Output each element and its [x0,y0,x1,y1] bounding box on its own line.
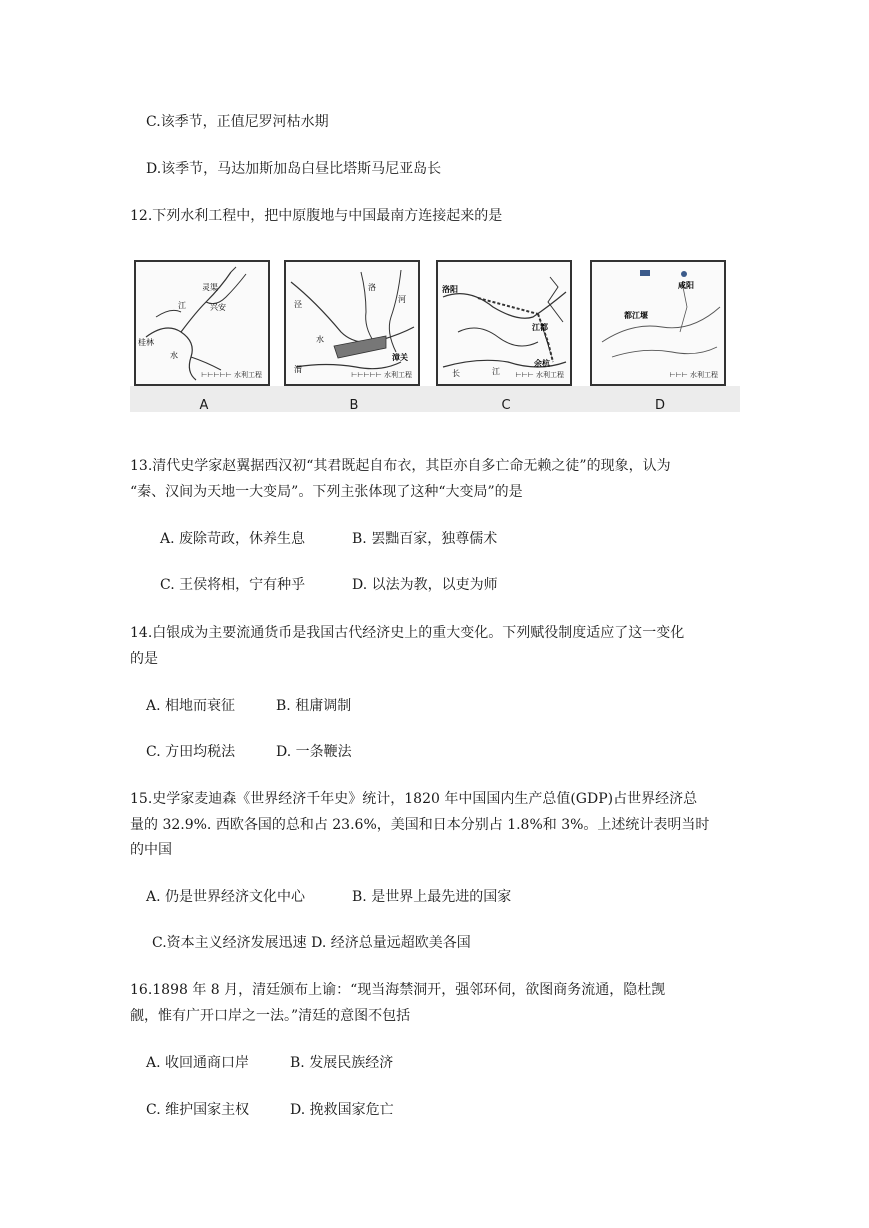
map-option-d [590,260,726,386]
map-b-text-1: 洛 [368,283,376,292]
q12-map-options [130,256,740,416]
q15-stem-line1: 15.史学家麦迪森《世界经济千年史》统计，1820 年中国国内生产总值(GDP)占世界经济总 [130,791,698,807]
map-d-text-0: 咸阳 [678,281,694,290]
q13-stem-line2: “秦、汉间为天地一大变局”。下列主张体现了这种“大变局”的是 [130,484,523,500]
map-d-text-1: 都江堰 [624,311,648,320]
map-b-text-0: 泾 [294,300,302,309]
map-a-legend: ⊢⊢⊢⊢⊢ 水利工程 [201,371,262,379]
q13-option-c: C. 王侯将相，宁有种乎 [160,577,306,593]
map-c-text-2: 余杭 [534,359,550,368]
q14-option-b: B. 租庸调制 [276,698,352,714]
q14-option-a: A. 相地而衰征 [146,698,236,714]
q11-option-d: D.该季节，马达加斯加岛白昼比塔斯马尼亚岛长 [146,161,442,177]
q16-option-a: A. 收回通商口岸 [146,1055,250,1071]
map-d-marker-2 [681,271,687,277]
map-c-text-3: 长 [452,369,460,378]
q12-stem: 12.下列水利工程中，把中原腹地与中国最南方连接起来的是 [130,208,503,224]
map-d-rivers [592,262,724,384]
map-c-text-4: 江 [492,367,500,376]
map-b-text-4: 渭 [294,365,302,374]
map-d-legend: ⊢⊢⊢ 水利工程 [669,371,718,379]
q16-stem-line2: 觎，惟有广开口岸之一法。”清廷的意图不包括 [130,1008,411,1024]
q15-stem-line2: 量的 32.9%. 西欧各国的总和占 23.6%，美国和日本分别占 1.8%和 3%。上述统计表明当时 [130,817,710,833]
q15-stem-line3: 的中国 [130,842,172,858]
q16-option-d: D. 挽救国家危亡 [290,1102,394,1118]
map-b-text-5: 漳关 [392,353,408,362]
map-a-label: A [199,398,209,413]
q13-option-b: B. 罢黜百家，独尊儒术 [352,531,498,547]
q13-stem-line1: 13.清代史学家赵翼据西汉初“其君既起自布衣，其臣亦自多亡命无赖之徒”的现象，认为 [130,458,671,474]
map-c-label: C [501,398,511,413]
map-a-text-0: 灵渠 [202,283,218,292]
map-d-label: D [654,398,665,413]
map-b-text-2: 河 [398,295,406,304]
map-b-rivers [286,262,418,384]
q13-option-d: D. 以法为教，以吏为师 [352,577,498,593]
map-c-text-0: 洛阳 [442,285,458,294]
q16-stem-line1: 16.1898 年 8 月，清廷颁布上谕：“现当海禁洞开，强邻环伺，欲图商务流通，隐杜觊 [130,982,666,998]
map-a-text-1: 兴安 [210,303,226,312]
q14-option-d: D. 一条鞭法 [276,744,352,760]
map-c-rivers [438,262,570,384]
q11-option-c: C.该季节，正值尼罗河枯水期 [146,114,329,130]
q15-option-b: B. 是世界上最先进的国家 [352,889,512,905]
q15-option-a: A. 仍是世界经济文化中心 [146,889,306,905]
q14-stem-line2: 的是 [130,651,158,667]
map-c-legend: ⊢⊢⊢ 水利工程 [515,371,564,379]
map-b-legend: ⊢⊢⊢⊢⊢ 水利工程 [351,371,412,379]
map-a-rivers [136,262,268,384]
map-option-c [436,260,572,386]
map-a-text-4: 水 [170,351,178,360]
map-d-marker-1 [640,270,650,276]
q16-option-c: C. 维护国家主权 [146,1102,250,1118]
q13-option-a: A. 废除苛政，休养生息 [160,531,306,547]
map-b-text-3: 水 [316,335,324,344]
map-option-b [284,260,420,386]
map-b-label: B [349,398,359,413]
q15-option-cd: C.资本主义经济发展迅速 D. 经济总量远超欧美各国 [152,935,471,951]
map-option-a [134,260,270,386]
map-a-text-3: 江 [178,301,186,310]
q16-option-b: B. 发展民族经济 [290,1055,394,1071]
map-a-text-2: 桂林 [138,338,154,347]
q14-option-c: C. 方田均税法 [146,744,236,760]
q14-stem-line1: 14.白银成为主要流通货币是我国古代经济史上的重大变化。下列赋役制度适应了这一变化 [130,625,685,641]
map-label-band [130,386,740,412]
map-c-text-1: 江都 [532,323,548,332]
